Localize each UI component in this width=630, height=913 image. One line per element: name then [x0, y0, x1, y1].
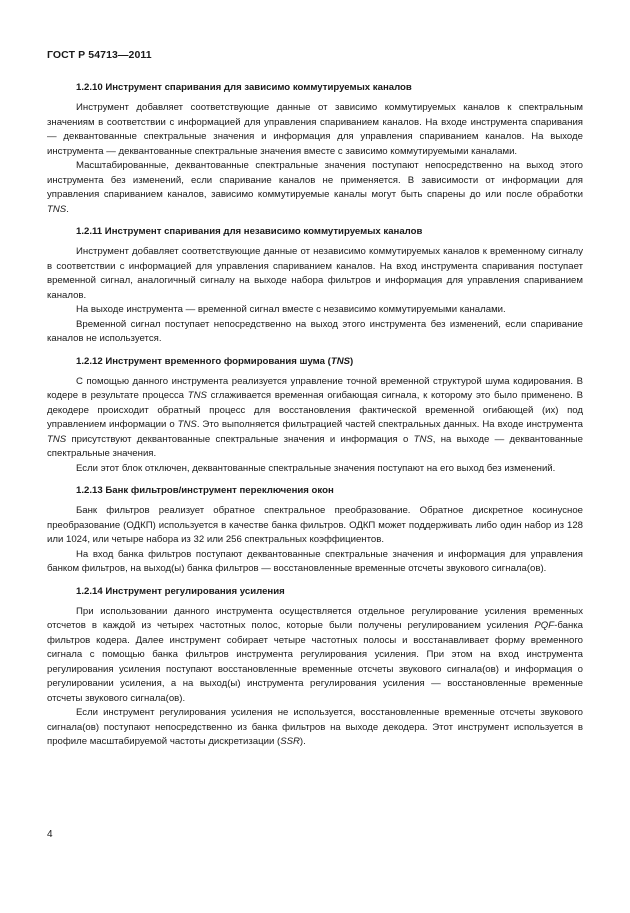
paragraph: Временной сигнал поступает непосредственно на выход этого инструмента без изменений, если спаривание каналов не используется. [47, 318, 583, 344]
section-heading: 1.2.10 Инструмент спаривания для зависимо коммутируемых каналов [76, 82, 412, 93]
abbreviation: TNS [413, 433, 433, 445]
document-body [47, 82, 583, 759]
abbreviation: TNS [47, 203, 67, 215]
section-heading [47, 356, 583, 368]
page-number: 4 [47, 829, 53, 840]
section-1-2-12 [47, 356, 583, 477]
paragraph: С помощью данного инструмента реализуется управление точной временной структурой шума кодирования. В кодере в результате процесса TNS сглаживается временная огибающая сигнала, к которому это было применено. В декодере происходит обратный процесс для восстановления фактической временной огибающей (их) под управлением информации о TNS. Это выполняется фильтрацией частей спектральных данных. На входе инструмента TNS присутствуют деквантованные спектральные значения и информация о TNS, на выходе — деквантованные спектральные значения. [47, 375, 583, 459]
paragraph: Банк фильтров реализует обратное спектральное преобразование. Обратное дискретное косинусное преобразование (ОДКП) используется в качестве банка фильтров. ОДКП может поддерживать либо один набор из 128 или 1024, или четыре набора из 32 или 256 спектральных коэффициентов. [47, 505, 583, 545]
paragraph: На выходе инструмента — временной сигнал вместе с независимо коммутируемыми каналами. [76, 304, 506, 315]
abbreviation: TNS [187, 390, 207, 401]
section-heading: 1.2.11 Инструмент спаривания для независимо коммутируемых каналов [76, 226, 423, 237]
section-1-2-10 [47, 82, 583, 217]
paragraph: Инструмент добавляет соответствующие данные от независимо коммутируемых каналов к временному сигналу в соответствии с информацией для управления спариванием каналов. На вход инструмента спаривания поступает временной сигнал, аналогичный сигналу на выходе набора фильтров и информация для управления спариванием каналов. [47, 246, 583, 301]
abbreviation: SSR [280, 736, 300, 747]
paragraph: При использовании данного инструмента осуществляется отдельное регулирование усиления временных отсчетов в каждой из четырех частотных полос, которые были получены регулированием усиления PQF-банка фильтров кодера. Далее инструмент собирает четыре частотных полосы и восстанавливает форму временного сигнала с помощью банка фильтров инструмента регулирования усиления. При этом на вход инструмента регулирования усиления поступают восстановленные временные отсчеты звукового сигнала(ов) и информация о регулировании усиления, а на выход(ы) инструмента регулирования усиления — восстановленные временные отсчеты звукового сигнала(ов). [47, 605, 583, 704]
paragraph: Если этот блок отключен, деквантованные спектральные значения поступают на его выход без изменений. [76, 462, 556, 474]
paragraph: Масштабированные, деквантованные спектральные значения поступают непосредственно на выход этого инструмента без изменений, если спаривание каналов не применяется. В зависимости от информации для управления спариванием каналов, зависимо коммутируемые каналы могут быть спарены до или после обработки TNS. [47, 160, 583, 215]
section-1-2-11 [47, 226, 583, 347]
section-heading: 1.2.14 Инструмент регулирования усиления [76, 585, 285, 597]
abbreviation: PQF [534, 620, 555, 631]
section-heading-close: ) [350, 355, 354, 367]
section-1-2-13 [47, 485, 583, 577]
paragraph: Если инструмент регулирования усиления не используется, восстановленные временные отсчеты звукового сигнала(ов) поступают непосредственно из банка фильтров на выходе декодера. Этот инструмент используется в профиле масштабируемой частоты дискретизации (SSR). [47, 707, 583, 747]
standard-header: ГОСТ Р 54713—2011 [47, 49, 152, 61]
section-1-2-14 [47, 586, 583, 750]
paragraph: На вход банка фильтров поступают деквантованные спектральные значения и информация для управления банком фильтров, на выход(ы) банка фильтров — восстановленные временные отсчеты звукового сигнала(ов). [47, 548, 583, 574]
abbreviation: TNS [47, 433, 67, 445]
section-heading: 1.2.13 Банк фильтров/инструмент переключения окон [76, 485, 334, 496]
paragraph: Инструмент добавляет соответствующие данные от зависимо коммутируемых каналов к спектральным значениям в соответствии с информацией для управления спариванием каналов. На входе инструмента спаривания — деквантованные спектральные значения и информация для управления спариванием каналов. На выходе инструмента — деквантованные спектральные значения вместе с зависимо коммутируемыми каналами. [47, 102, 583, 157]
section-heading-abbr: TNS [330, 355, 351, 367]
section-heading-text: 1.2.12 Инструмент временного формирования шума ( [76, 355, 331, 367]
abbreviation: TNS [177, 419, 197, 430]
